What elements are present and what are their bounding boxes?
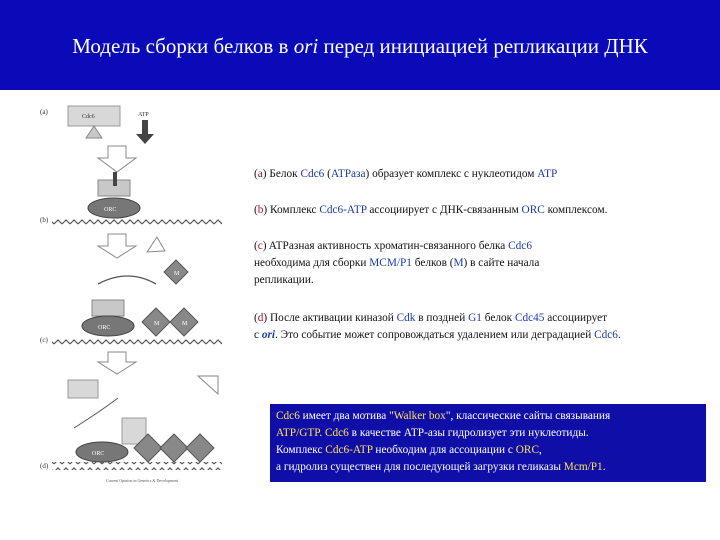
caption-d-cdc6: Cdc6: [594, 329, 618, 341]
note-text6: необходим для ассоциации с: [372, 444, 516, 456]
caption-d-label: d: [257, 312, 264, 324]
note-cdc6atp: Cdc6-ATP: [325, 444, 373, 456]
step-arrow-1: [98, 146, 136, 172]
note-walker: Walker box: [393, 410, 446, 422]
caption-a-atp: ATP: [537, 168, 558, 180]
orc-label-2: ORC: [98, 325, 111, 331]
caption-a-text2: (: [324, 168, 331, 180]
note-text8: а гидролиз существен для последующей загрузки геликазы: [276, 461, 564, 473]
note-cdc6: Cdc6: [276, 410, 300, 422]
note-orc: ORC: [515, 444, 539, 456]
caption-a-label: a: [257, 168, 263, 180]
caption-b-orc: ORC: [521, 204, 545, 216]
replication-model-figure: [38, 98, 226, 486]
atp-bound: [113, 172, 117, 186]
cdc6-shape: [86, 126, 102, 138]
note-box: [270, 404, 706, 482]
panel-d-label: (d): [40, 462, 49, 470]
panel-a-label: (a): [40, 108, 48, 116]
atp-label: ATP: [138, 112, 149, 118]
step-arrow-2: [98, 234, 136, 258]
note-text4: в качестве АТР-азы гидролизует эти нуклеотиды.: [348, 427, 589, 439]
figure-diagram: [38, 98, 226, 486]
caption-d-g1: G1: [468, 312, 482, 324]
caption-a-atpase: ATPаза: [330, 168, 366, 180]
m-label-1: M: [174, 271, 180, 277]
note-text9: .: [602, 461, 606, 473]
cdc6-label: Cdc6: [82, 114, 95, 120]
cdc6-released: [68, 380, 98, 398]
panel-b-label: (b): [40, 216, 49, 224]
caption-c-label: c: [257, 240, 263, 252]
cdk-arrow: [198, 376, 218, 394]
caption-d-cdk: Cdk: [396, 312, 416, 324]
atp-arrow-head: [136, 134, 154, 144]
caption-c-text4: ) в сайте начала: [463, 257, 540, 269]
mcm-arrow: [143, 237, 165, 259]
note-text5: Комплекс: [276, 444, 326, 456]
caption-c: (c) ATPазная активность хроматин-связанного белка Cdc6 необходима для сборки MCM/P1 белков (M) в сайте начала репликации.: [254, 240, 540, 286]
note-cdc6b: Cdc6: [324, 427, 349, 439]
step-arrow-3: [98, 352, 136, 374]
caption-d-ori: ori: [261, 329, 276, 341]
caption-b-text2: ассоциирует с ДНК-связанным: [366, 204, 522, 216]
title-text-end: перед инициацией репликации ДНК: [318, 34, 648, 58]
dna-strand-3: [52, 462, 222, 470]
caption-a-text: Белок: [269, 168, 301, 180]
caption-a-cdc6: Cdc6: [300, 168, 325, 180]
m-label-3: M: [182, 321, 188, 327]
caption-d-text: После активации киназой: [270, 312, 397, 324]
caption-d-text2: в поздней: [415, 312, 469, 324]
note-mcm: Mcm/P1: [563, 461, 603, 473]
orc-label-1: ORC: [104, 207, 117, 213]
caption-d-text7: .: [617, 329, 621, 341]
slide-title: [0, 34, 720, 59]
caption-b-label: b: [257, 204, 264, 216]
title-ori: ori: [293, 34, 319, 58]
atp-hydrolysis-arrow: [98, 276, 156, 284]
orc-label-3: ORC: [92, 451, 105, 457]
caption-b-text: Комплекс: [270, 204, 320, 216]
title-text: Модель сборки белков в: [72, 34, 294, 58]
mcm-diamond-5: [160, 434, 188, 462]
cdc6-removal-arrow: [74, 398, 118, 428]
note-text2: , классические сайты связывания: [450, 410, 611, 422]
dna-strand-1: [52, 218, 222, 226]
note-text1: имеет два мотива: [299, 410, 390, 422]
figure-credit: Current Opinion in Genetics & Development: [106, 478, 179, 483]
atp-arrow-shaft: [142, 120, 148, 134]
caption-d-text5: с: [254, 329, 262, 341]
caption-b: (b) Комплекс Cdc6-ATP ассоциирует с ДНК-связанным ORC комплексом.: [254, 204, 608, 216]
caption-c-text3: белков (: [411, 257, 454, 269]
panel-c-label: (c): [40, 336, 48, 344]
caption-d-cdc45: Cdc45: [514, 312, 545, 324]
title-bar: [0, 0, 720, 90]
caption-a: (a) Белок Cdc6 (ATPаза) образует комплекс с нуклеотидом ATP: [254, 168, 558, 180]
caption-c-text5: репликации.: [254, 274, 314, 286]
note-text7: ,: [538, 444, 542, 456]
mcm-diamond-6: [186, 434, 214, 462]
cdc6-on-orc: [92, 300, 124, 316]
caption-c-text2: необходима для сборки: [254, 257, 370, 269]
dna-strand-2: [52, 338, 222, 346]
note-atpgtp: ATP/GTP: [276, 427, 320, 439]
note-quote-open: ": [389, 410, 394, 422]
caption-b-text3: комплексом.: [544, 204, 608, 216]
caption-c-cdc6: Cdc6: [508, 240, 532, 252]
caption-c-text: ATPазная активность хроматин-связанного белка: [268, 240, 509, 252]
caption-d-text4: ассоциирует: [544, 312, 608, 324]
caption-b-cdc6atp: Cdc6-ATP: [319, 204, 367, 216]
caption-a-text3: ) образует комплекс с нуклеотидом: [365, 168, 538, 180]
caption-c-mcm: MCM/P1: [369, 257, 412, 269]
m-label-2: M: [154, 321, 160, 327]
note-text3: .: [319, 427, 325, 439]
caption-d: (d) После активации киназой Cdk в поздней G1 белок Cdc45 ассоциирует с ori. Это событие может сопровождаться удалением или деградацией Cdc6.: [254, 312, 621, 341]
caption-d-text6: . Это событие может сопровождаться удалением или деградацией: [275, 329, 595, 341]
caption-c-m: M: [453, 257, 464, 269]
caption-d-text3: белок: [481, 312, 515, 324]
note-quote-close: ": [445, 410, 451, 422]
